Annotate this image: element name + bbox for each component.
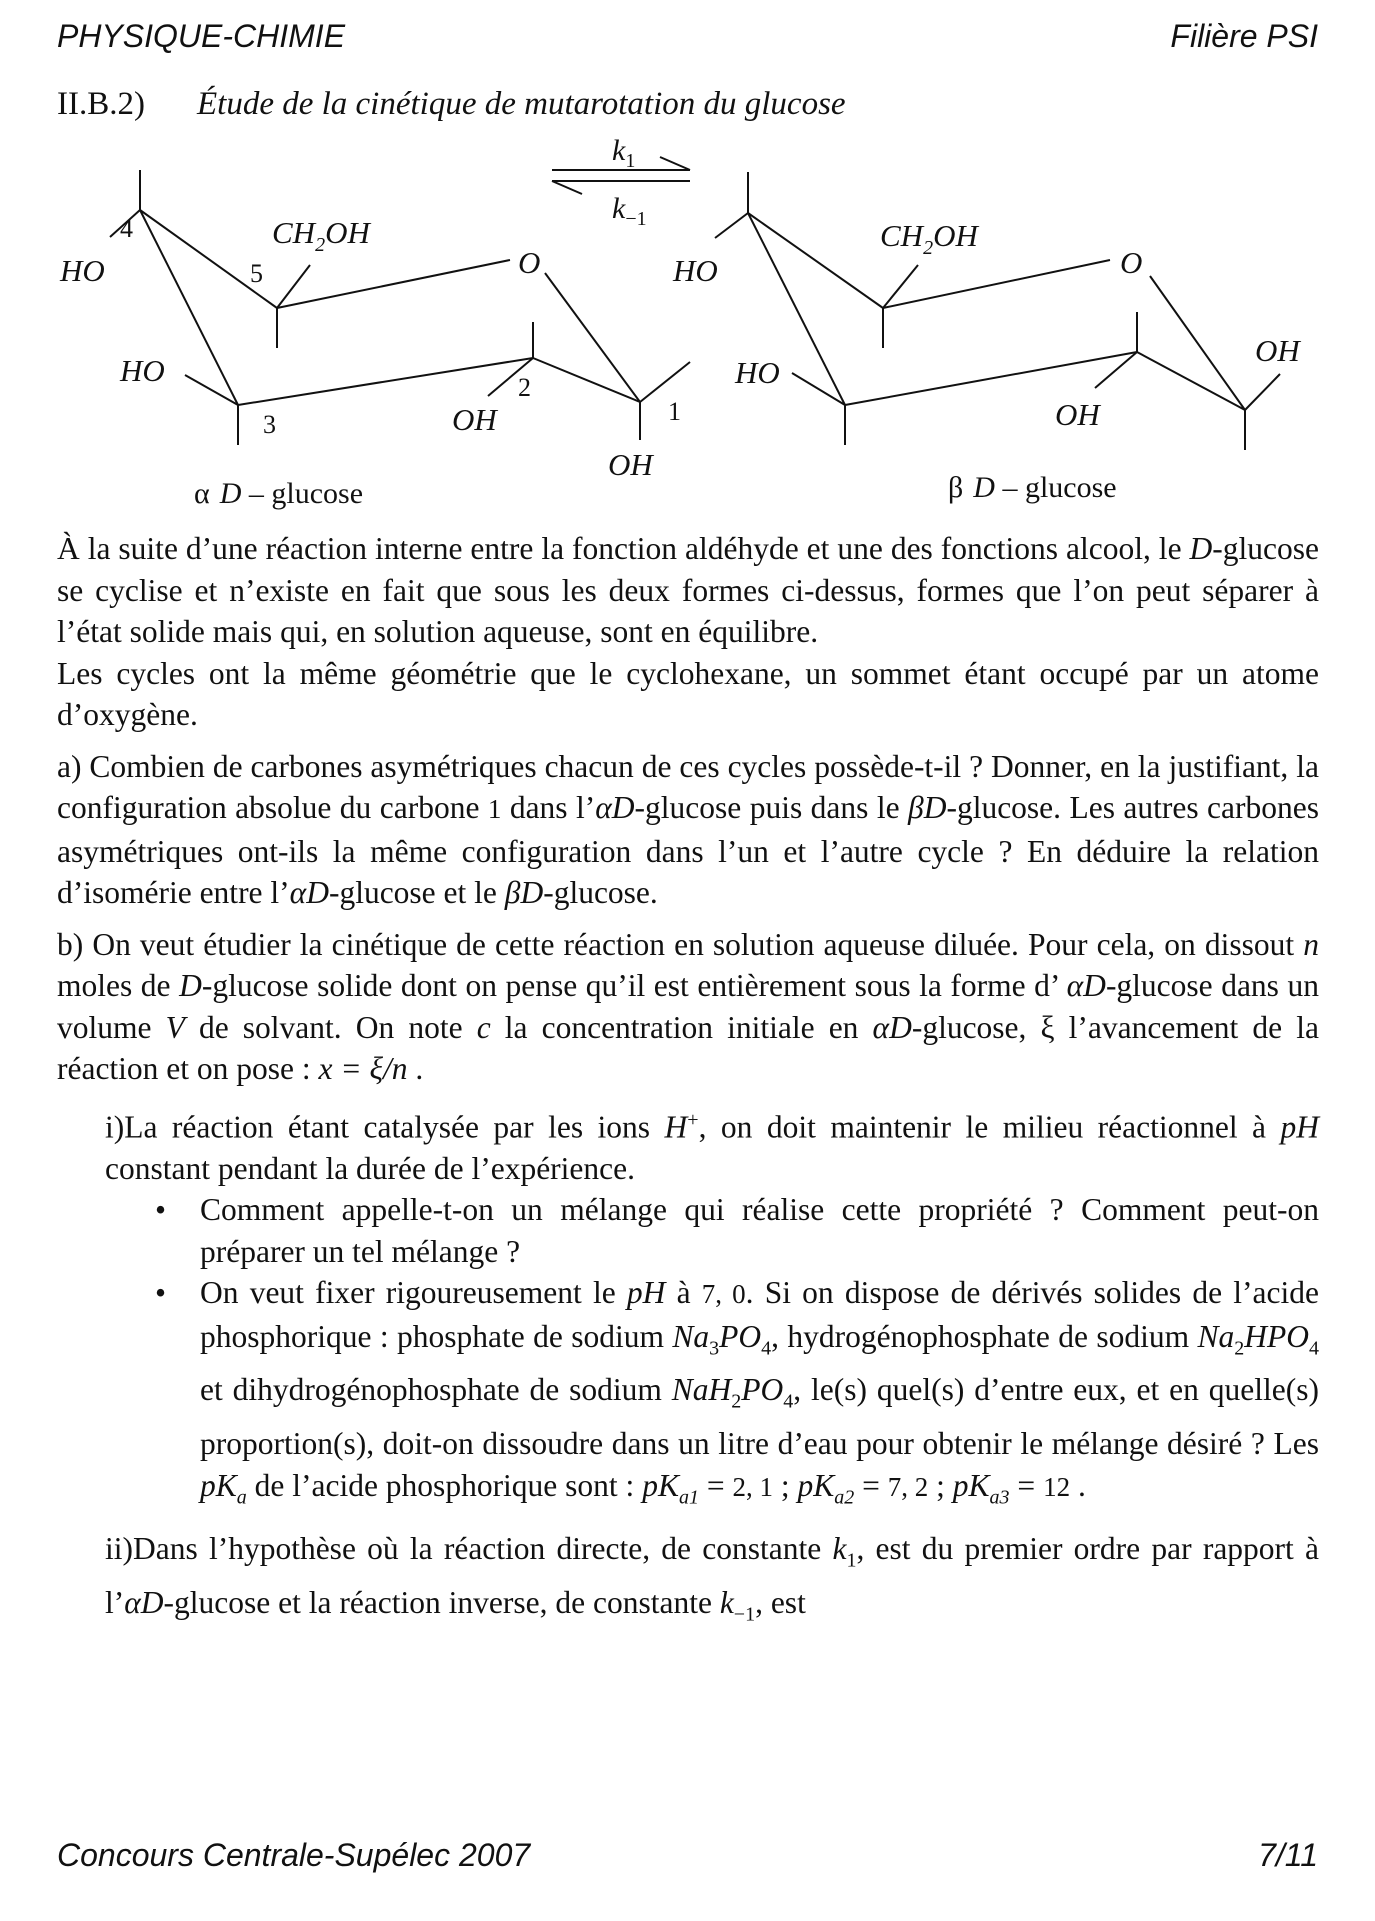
carbon-number-4: 4 (120, 214, 133, 243)
glucose-figure (0, 130, 1375, 520)
alpha-ho-c3: HO (120, 353, 165, 388)
question-b: b) On veut étudier la cinétique de cette réaction en solution aqueuse diluée. Pour cela, on dissout n moles de D-glucose solide dont on pense qu’il est entièrement sous la forme d’ αD-glucose dans un volume V de solvant. On note c la concentration initiale en αD-glucose, ξ l’avancement de la réaction et on pose : x = ξ/n . (57, 926, 1319, 1086)
section-title: Étude de la cinétique de mutarotation du glucose (197, 86, 846, 122)
beta-ho-c3: HO (735, 355, 780, 390)
header-track: Filière PSI (1170, 18, 1318, 54)
alpha-oh-c1: OH (608, 447, 653, 482)
body-text (57, 528, 1319, 1636)
alpha-ho-c4: HO (60, 253, 105, 288)
paragraph-geometry: Les cycles ont la même géométrie que le cyclohexane, un sommet étant occupé par un atome d’oxygène. (57, 655, 1319, 732)
alpha-oh-c2: OH (452, 402, 497, 437)
beta-ch2oh-label: $CH_2OH$ (880, 218, 978, 259)
question-b-ii: ii)Dans l’hypothèse où la réaction directe, de constante $k_1$, est du premier ordre par rapport à l’αD-glucose et la réaction inverse, de constante $k_{-1}$, est (105, 1531, 1320, 1626)
section-number: II.B.2) (57, 86, 145, 122)
beta-ho-c4: HO (673, 253, 718, 288)
question-a: a) Combien de carbones asymétriques chacun de ces cycles possède-t-il ? Donner, en la justifiant, la configuration absolue du carbone 1 dans l’αD-glucose puis dans le βD-glucose. Les autres carbones asymétriques ont-ils la même configuration dans l’un et l’autre cycle ? En déduire la relation d’isomérie entre l’αD-glucose et le βD-glucose. (57, 748, 1319, 910)
section-heading (57, 86, 846, 123)
paragraph-cyclisation: À la suite d’une réaction interne entre la fonction aldéhyde et une des fonctions alcool, le D-glucose se cyclise et n’existe en fait que sous les deux formes ci-dessus, formes que l’on peut séparer à l’état solide mais qui, en solution aqueuse, sont en équilibre. (57, 531, 1319, 649)
footer-exam: Concours Centrale-Supélec 2007 (57, 1837, 531, 1873)
beta-oh-c2: OH (1055, 397, 1100, 432)
carbon-number-3: 3 (263, 410, 276, 439)
beta-ring-oxygen: O (1120, 245, 1143, 280)
beta-glucose-name: β D – glucose (948, 471, 1117, 504)
footer-page-number: 7/11 (1258, 1837, 1318, 1873)
forward-arrow-head (660, 157, 690, 170)
alpha-ring-oxygen: O (518, 245, 541, 280)
carbon-number-2: 2 (518, 373, 531, 402)
question-b-i: i)La réaction étant catalysée par les ions H+, on doit maintenir le milieu réactionnel à pH constant pendant la durée de l’expérience. (105, 1108, 1319, 1186)
carbon-number-1: 1 (668, 397, 681, 426)
k-forward-label: $k_1$ (612, 134, 636, 172)
alpha-ch2oh-label: $CH_2OH$ (272, 215, 370, 256)
header-subject: PHYSIQUE-CHIMIE (57, 18, 346, 54)
beta-oh-c1: OH (1255, 333, 1300, 368)
k-backward-label: $k_{-1}$ (612, 192, 647, 230)
alpha-glucose-name: α D – glucose (194, 477, 364, 510)
backward-arrow-head (552, 181, 582, 194)
carbon-number-5: 5 (250, 259, 263, 288)
bullet-phosphate-question: • On veut fixer rigoureusement le pH à 7, 0. Si on dispose de dérivés solides de l’acide phosphorique : phosphate de sodium $Na_3PO_4$, hydrogénophosphate de sodium $Na_2HPO_4$ et dihydrogénophosphate de sodium $NaH_2PO_4$, le(s) quel(s) d’entre eux, et en quelle(s) proportion(s), doit-on dissoudre dans un litre d’eau pour obtenir le mélange désiré ? Les $pK_a$ de l’acide phosphorique sont : $pK_{a1} = 2$, 1 ; $pK_{a2} = 7$, 2 ; $pK_{a3} = 12$ . (57, 1272, 1319, 1518)
bullet-buffer-question: • Comment appelle-t-on un mélange qui réalise cette propriété ? Comment peut-on préparer un tel mélange ? (57, 1189, 1319, 1272)
